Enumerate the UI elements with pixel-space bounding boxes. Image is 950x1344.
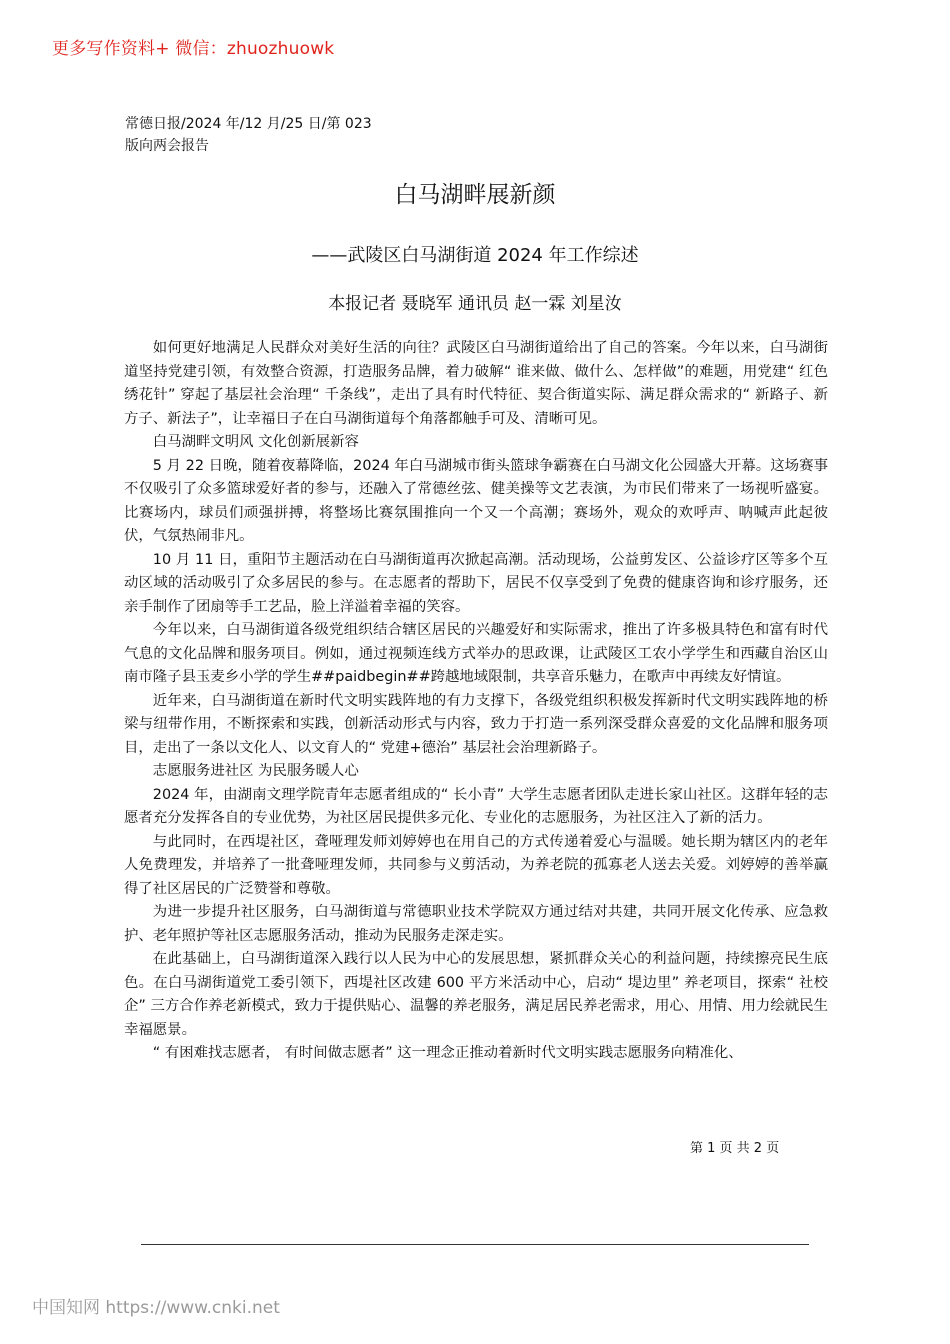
paragraph: “ 有困难找志愿者， 有时间做志愿者” 这一理念正推动着新时代文明实践志愿服务向精准化、	[152, 1045, 743, 1061]
paragraph: 与此同时，在西堤社区，聋哑理发师刘婷婷也在用自己的方式传递着爱心与温暖。她长期为辖区内的老年人免费理发，并培养了一批聋哑理发师，共同参与义剪活动，为养老院的孤寡老人送去关爱。刘婷婷的善举赢得了社区居民的广泛赞誉和尊敬。	[124, 833, 828, 897]
paragraph: 10 月 11 日，重阳节主题活动在白马湖街道再次掀起高潮。活动现场，公益剪发区、公益诊疗区等多个互动区域的活动吸引了众多居民的参与。在志愿者的帮助下，居民不仅享受到了免费的健康咨询和诊疗服务，还亲手制作了团扇等手工艺品，脸上洋溢着幸福的笑容。	[124, 551, 828, 615]
section-heading: 白马湖畔文明风 文化创新展新容	[152, 434, 359, 450]
paragraph: 为进一步提升社区服务，白马湖街道与常德职业技术学院双方通过结对共建，共同开展文化传承、应急救护、老年照护等社区志愿服务活动，推动为民服务走深走实。	[124, 904, 828, 944]
article-subtitle: ——武陵区白马湖街道 2024 年工作综述	[311, 245, 639, 266]
promo-banner: 更多写作资料+ 微信：zhuozhuowk	[52, 39, 335, 59]
paragraph: 在此基础上，白马湖街道深入践行以人民为中心的发展思想，紧抓群众关心的利益问题，持续擦亮民生底色。在白马湖街道党工委引领下，西堤社区改建 600 平方米活动中心，启动“ 堤边里” 养老项目，探索“ 社校企” 三方合作养老新模式，致力于提供贴心、温馨的养老服务，满足居民养老需求，用心、用情、用力绘就民生幸福愿景。	[124, 951, 828, 1038]
page-number: 第 1 页 共 2 页	[690, 1141, 780, 1156]
source-info	[125, 113, 372, 157]
source-line-2: 版向两会报告	[125, 138, 209, 154]
article-byline: 本报记者 聂晓军 通讯员 赵一霖 刘星汝	[328, 294, 622, 314]
paragraph: 2024 年，由湖南文理学院青年志愿者组成的“ 长小青” 大学生志愿者团队走进长家山社区。这群年轻的志愿者充分发挥各自的专业优势，为社区居民提供多元化、专业化的志愿服务，为社区注入了新的活力。	[124, 786, 828, 826]
cnki-watermark: 中国知网 https://www.cnki.net	[32, 1298, 280, 1318]
article-body	[124, 337, 828, 1066]
paragraph: 5 月 22 日晚，随着夜幕降临，2024 年白马湖城市街头篮球争霸赛在白马湖文化公园盛大开幕。这场赛事不仅吸引了众多篮球爱好者的参与，还融入了常德丝弦、健美操等文艺表演，为市民们带来了一场视听盛宴。比赛场内，球员们顽强拼搏，将整场比赛氛围推向一个又一个高潮；赛场外，观众的欢呼声、呐喊声此起彼伏，气氛热闹非凡。	[124, 457, 828, 544]
source-line-1: 常德日报/2024 年/12 月/25 日/第 023	[125, 116, 372, 132]
article-title: 白马湖畔展新颜	[394, 182, 556, 208]
footer-divider	[141, 1244, 809, 1245]
paragraph: 今年以来，白马湖街道各级党组织结合辖区居民的兴趣爱好和实际需求，推出了许多极具特色和富有时代气息的文化品牌和服务项目。例如，通过视频连线方式举办的思政课，让武陵区工农小学学生和西藏自治区山南市隆子县玉麦乡小学的学生##paidbegin##跨越地域限制，共享音乐魅力，在歌声中再续友好情谊。	[124, 622, 828, 685]
paragraph: 近年来，白马湖街道在新时代文明实践阵地的有力支撑下，各级党组织积极发挥新时代文明实践阵地的桥梁与纽带作用，不断探索和实践，创新活动形式与内容，致力于打造一系列深受群众喜爱的文化品牌和服务项目，走出了一条以文化人、以文育人的“ 党建+德治” 基层社会治理新路子。	[124, 692, 828, 756]
paragraph: 如何更好地满足人民群众对美好生活的向往？武陵区白马湖街道给出了自己的答案。今年以来，白马湖街道坚持党建引领，有效整合资源，打造服务品牌，着力破解“ 谁来做、做什么、怎样做”的难题，用党建“ 红色绣花针” 穿起了基层社会治理“ 千条线”，走出了具有时代特征、契合街道实际、满足群众需求的“ 新路子、新方子、新法子”，让幸福日子在白马湖街道每个角落都触手可及、清晰可见。	[124, 340, 828, 427]
section-heading: 志愿服务进社区 为民服务暖人心	[152, 763, 359, 779]
